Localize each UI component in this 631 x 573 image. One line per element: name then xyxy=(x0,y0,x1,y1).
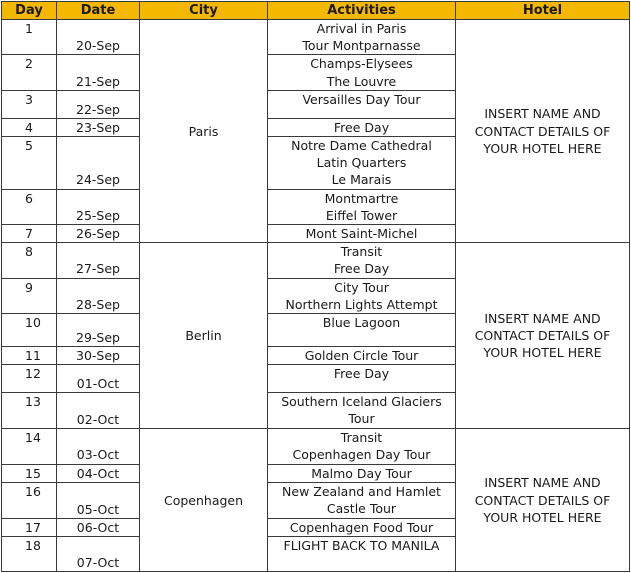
day-cell: 2 xyxy=(2,55,57,90)
activity-item: City Tour xyxy=(334,279,389,295)
header-city: City xyxy=(140,2,268,20)
activity-item: Malmo Day Tour xyxy=(311,465,412,481)
city-cell: Berlin xyxy=(140,243,268,429)
day-cell: 4 xyxy=(2,118,57,136)
hotel-cell: INSERT NAME AND CONTACT DETAILS OF YOUR HOTEL HERE xyxy=(456,429,630,572)
activities-cell xyxy=(268,20,456,55)
day-cell: 9 xyxy=(2,278,57,313)
activity-item: Free Day xyxy=(333,366,390,382)
date-cell: 22-Sep xyxy=(57,90,140,118)
date-cell: 25-Sep xyxy=(57,189,140,224)
date-cell: 03-Oct xyxy=(57,429,140,464)
activities-cell xyxy=(268,518,456,536)
day-cell: 10 xyxy=(2,314,57,347)
day-cell: 18 xyxy=(2,537,57,572)
activity-item: Versailles Day Tour xyxy=(302,91,421,107)
activity-item: Transit xyxy=(340,244,383,260)
date-cell: 27-Sep xyxy=(57,243,140,278)
activities-cell xyxy=(268,225,456,243)
activities-cell xyxy=(268,90,456,118)
activity-item: Eiffel Tower xyxy=(325,207,398,223)
activity-item: Free Day xyxy=(333,261,390,277)
date-cell: 21-Sep xyxy=(57,55,140,90)
day-cell: 6 xyxy=(2,189,57,224)
activity-item: Champs-Elysees xyxy=(310,56,413,72)
day-cell: 15 xyxy=(2,464,57,482)
activities-cell xyxy=(268,243,456,278)
activity-item: The Louvre xyxy=(326,73,397,89)
date-cell: 28-Sep xyxy=(57,278,140,313)
city-cell: Copenhagen xyxy=(140,429,268,572)
activity-item: Tour xyxy=(348,411,375,427)
activities-cell xyxy=(268,118,456,136)
activity-item: Arrival in Paris xyxy=(316,21,407,36)
date-cell: 23-Sep xyxy=(57,118,140,136)
activities-cell xyxy=(268,278,456,313)
day-cell: 3 xyxy=(2,90,57,118)
date-cell: 20-Sep xyxy=(57,20,140,55)
activities-cell xyxy=(268,464,456,482)
activity-item: Southern Iceland Glaciers xyxy=(281,394,442,410)
header-date: Date xyxy=(57,2,140,20)
activity-item: Blue Lagoon xyxy=(322,315,401,331)
header-activities: Activities xyxy=(268,2,456,20)
activities-cell xyxy=(268,314,456,347)
date-cell: 07-Oct xyxy=(57,537,140,572)
activities-cell xyxy=(268,365,456,393)
activities-cell xyxy=(268,137,456,190)
hotel-cell: INSERT NAME AND CONTACT DETAILS OF YOUR HOTEL HERE xyxy=(456,243,630,429)
activities-cell xyxy=(268,189,456,224)
activities-cell xyxy=(268,347,456,365)
activity-item: Copenhagen Food Tour xyxy=(289,519,434,535)
date-cell: 01-Oct xyxy=(57,365,140,393)
activity-item: Mont Saint-Michel xyxy=(305,226,418,242)
day-cell: 12 xyxy=(2,365,57,393)
header-hotel: Hotel xyxy=(456,2,630,20)
activity-item: FLIGHT BACK TO MANILA xyxy=(283,538,440,554)
city-cell: Paris xyxy=(140,20,268,243)
day-cell: 7 xyxy=(2,225,57,243)
date-cell: 24-Sep xyxy=(57,137,140,190)
activity-item: Le Marais xyxy=(331,172,392,188)
activity-item: Castle Tour xyxy=(326,501,397,517)
header-row xyxy=(2,2,630,20)
activities-cell xyxy=(268,55,456,90)
day-cell: 16 xyxy=(2,482,57,518)
activity-item: Northern Lights Attempt xyxy=(285,296,438,312)
day-cell: 5 xyxy=(2,137,57,190)
day-cell: 1 xyxy=(2,20,57,55)
itinerary-body xyxy=(2,20,630,572)
activity-item: Tour Montparnasse xyxy=(302,38,421,54)
table-row xyxy=(2,20,630,55)
day-cell: 11 xyxy=(2,347,57,365)
day-cell: 13 xyxy=(2,393,57,429)
activity-item: Golden Circle Tour xyxy=(304,348,419,364)
activity-item: Free Day xyxy=(333,119,390,135)
date-cell: 02-Oct xyxy=(57,393,140,429)
date-cell: 04-Oct xyxy=(57,464,140,482)
activity-item: Copenhagen Day Tour xyxy=(292,447,431,463)
activity-item: Latin Quarters xyxy=(316,155,407,171)
day-cell: 8 xyxy=(2,243,57,278)
table-row xyxy=(2,243,630,278)
activities-cell xyxy=(268,393,456,429)
date-cell: 29-Sep xyxy=(57,314,140,347)
hotel-cell: INSERT NAME AND CONTACT DETAILS OF YOUR HOTEL HERE xyxy=(456,20,630,243)
activities-cell xyxy=(268,537,456,572)
itinerary-table xyxy=(1,1,630,572)
activity-item: Transit xyxy=(340,430,383,446)
date-cell: 06-Oct xyxy=(57,518,140,536)
activity-item: Montmartre xyxy=(324,190,399,206)
table-row xyxy=(2,429,630,464)
activities-cell xyxy=(268,429,456,464)
date-cell: 30-Sep xyxy=(57,347,140,365)
activity-item: Notre Dame Cathedral xyxy=(291,138,432,154)
activity-item: New Zealand and Hamlet xyxy=(282,483,441,499)
day-cell: 14 xyxy=(2,429,57,464)
date-cell: 05-Oct xyxy=(57,482,140,518)
day-cell: 17 xyxy=(2,518,57,536)
header-day: Day xyxy=(2,2,57,20)
activities-cell xyxy=(268,482,456,518)
date-cell: 26-Sep xyxy=(57,225,140,243)
